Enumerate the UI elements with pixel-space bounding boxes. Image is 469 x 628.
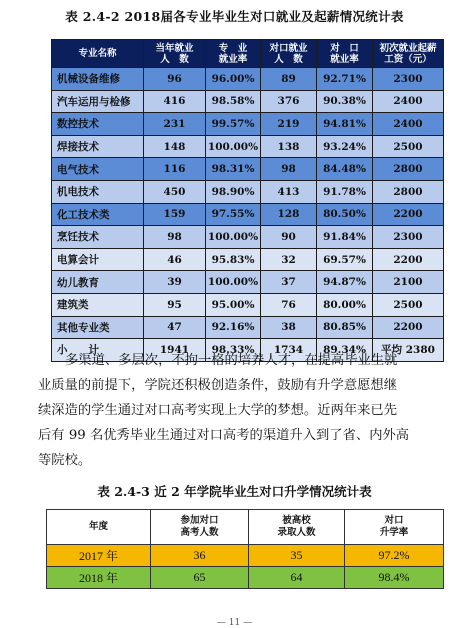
- salary-cell: 2500: [373, 135, 444, 158]
- employed-cell: 46: [144, 248, 206, 271]
- table-row: [52, 248, 444, 271]
- table-row: [52, 271, 444, 294]
- year-cell: 2017 年: [47, 545, 151, 567]
- matched-cell: 128: [261, 203, 317, 226]
- matched-cell: 38: [261, 316, 317, 339]
- header-year: 年度: [47, 510, 151, 545]
- matched-rate-cell: 80.50%: [317, 203, 373, 226]
- major-cell: 小 计: [52, 339, 144, 362]
- salary-cell: 2800: [373, 158, 444, 181]
- employed-cell: 450: [144, 180, 206, 203]
- table-row: [52, 316, 444, 339]
- year-cell: 2018 年: [47, 567, 151, 589]
- salary-cell: 2200: [373, 248, 444, 271]
- major-cell: 机电技术: [52, 180, 144, 203]
- matched-rate-cell: 94.81%: [317, 113, 373, 136]
- major-cell: 机械设备维修: [52, 68, 144, 91]
- header-matched-rate: 对 口 就业率: [317, 40, 373, 68]
- table-row: [52, 203, 444, 226]
- header-employed: 当年就业 人 数: [144, 40, 206, 68]
- participants-cell: 36: [151, 545, 249, 567]
- major-cell: 电气技术: [52, 158, 144, 181]
- major-cell: 幼儿教育: [52, 271, 144, 294]
- matched-cell: 89: [261, 68, 317, 91]
- paragraph-line: 业质量的前提下，学院还积极创造条件，鼓励有升学意愿想继: [38, 378, 398, 393]
- header-admitted: 被高校 录取人数: [249, 510, 345, 545]
- salary-cell: 2200: [373, 316, 444, 339]
- employed-cell: 148: [144, 135, 206, 158]
- table-row: [52, 226, 444, 249]
- table-row: [52, 90, 444, 113]
- matched-rate-cell: 91.78%: [317, 180, 373, 203]
- major-cell: 电算会计: [52, 248, 144, 271]
- matched-cell: 376: [261, 90, 317, 113]
- admission-table: [46, 509, 444, 589]
- admitted-cell: 64: [249, 567, 345, 589]
- body-paragraph: [38, 348, 444, 473]
- table-row: [47, 545, 444, 567]
- table-row: [52, 113, 444, 136]
- employed-cell: 116: [144, 158, 206, 181]
- table1-title: 表 2.4-2 2018届各专业毕业生对口就业及起薪情况统计表: [65, 9, 404, 24]
- matched-cell: 32: [261, 248, 317, 271]
- rate-cell: 95.83%: [206, 248, 261, 271]
- paragraph-line: 后有 99 名优秀毕业生通过对口高考的渠道升入到了省、内外高: [38, 428, 410, 443]
- salary-cell: 2400: [373, 113, 444, 136]
- matched-rate-cell: 80.00%: [317, 293, 373, 316]
- header-rate: 专 业 就业率: [206, 40, 261, 68]
- major-cell: 数控技术: [52, 113, 144, 136]
- header-major: 专业名称: [52, 40, 144, 68]
- table-row: [52, 158, 444, 181]
- employed-cell: 98: [144, 226, 206, 249]
- rate-cell: 100.00%: [206, 271, 261, 294]
- major-cell: 化工技术类: [52, 203, 144, 226]
- rate-cell: 98.33%: [206, 339, 261, 362]
- matched-rate-cell: 93.24%: [317, 135, 373, 158]
- matched-cell: 138: [261, 135, 317, 158]
- rate-cell: 96.00%: [206, 68, 261, 91]
- salary-cell: 2800: [373, 180, 444, 203]
- matched-cell: 219: [261, 113, 317, 136]
- matched-cell: 90: [261, 226, 317, 249]
- major-cell: 汽车运用与检修: [52, 90, 144, 113]
- rate-cell: 98.31%: [206, 158, 261, 181]
- paragraph-line: 多渠道、多层次，不拘一格的培养人才，在提高毕业生就: [65, 353, 398, 368]
- header-admission-rate: 对口 升学率: [345, 510, 444, 545]
- rate-cell: 95.00%: [206, 293, 261, 316]
- admission-table-header: [47, 510, 444, 545]
- major-cell: 建筑类: [52, 293, 144, 316]
- page-number: — 11 —: [216, 618, 253, 628]
- salary-cell: 平均 2380: [373, 339, 444, 362]
- table-row: [52, 135, 444, 158]
- major-cell: 焊接技术: [52, 135, 144, 158]
- matched-cell: 1734: [261, 339, 317, 362]
- rate-cell: 100.00%: [206, 226, 261, 249]
- salary-cell: 2400: [373, 90, 444, 113]
- matched-cell: 98: [261, 158, 317, 181]
- rate-cell: 98.90%: [206, 180, 261, 203]
- employed-cell: 47: [144, 316, 206, 339]
- matched-cell: 76: [261, 293, 317, 316]
- table-row: [47, 567, 444, 589]
- matched-rate-cell: 89.34%: [317, 339, 373, 362]
- rate-cell: 97.55%: [206, 203, 261, 226]
- employed-cell: 1941: [144, 339, 206, 362]
- matched-cell: 413: [261, 180, 317, 203]
- header-salary: 初次就业起薪 工资（元）: [373, 40, 444, 68]
- matched-cell: 37: [261, 271, 317, 294]
- matched-rate-cell: 91.84%: [317, 226, 373, 249]
- rate-cell: 98.58%: [206, 90, 261, 113]
- matched-rate-cell: 94.87%: [317, 271, 373, 294]
- employed-cell: 159: [144, 203, 206, 226]
- rate-cell: 98.4%: [345, 567, 444, 589]
- employed-cell: 231: [144, 113, 206, 136]
- rate-cell: 99.57%: [206, 113, 261, 136]
- employed-cell: 39: [144, 271, 206, 294]
- matched-rate-cell: 90.38%: [317, 90, 373, 113]
- table-row: [52, 68, 444, 91]
- header-matched: 对口就业 人 数: [261, 40, 317, 68]
- employed-cell: 96: [144, 68, 206, 91]
- major-cell: 其他专业类: [52, 316, 144, 339]
- major-cell: 烹饪技术: [52, 226, 144, 249]
- rate-cell: 97.2%: [345, 545, 444, 567]
- matched-rate-cell: 69.57%: [317, 248, 373, 271]
- header-participants: 参加对口 高考人数: [151, 510, 249, 545]
- matched-rate-cell: 80.85%: [317, 316, 373, 339]
- employment-table: [51, 39, 444, 362]
- rate-cell: 92.16%: [206, 316, 261, 339]
- table-row: [52, 293, 444, 316]
- rate-cell: 100.00%: [206, 135, 261, 158]
- paragraph-line: 续深造的学生通过对口高考实现上大学的梦想。近两年来已先: [38, 403, 398, 418]
- admitted-cell: 35: [249, 545, 345, 567]
- salary-cell: 2300: [373, 68, 444, 91]
- matched-rate-cell: 84.48%: [317, 158, 373, 181]
- employment-table-header: [52, 40, 444, 68]
- table2-title: 表 2.4-3 近 2 年学院毕业生对口升学情况统计表: [97, 484, 372, 499]
- salary-cell: 2300: [373, 226, 444, 249]
- salary-cell: 2100: [373, 271, 444, 294]
- table-row: [52, 180, 444, 203]
- employed-cell: 416: [144, 90, 206, 113]
- participants-cell: 65: [151, 567, 249, 589]
- paragraph-line: 等院校。: [38, 453, 92, 468]
- employed-cell: 95: [144, 293, 206, 316]
- salary-cell: 2500: [373, 293, 444, 316]
- salary-cell: 2200: [373, 203, 444, 226]
- matched-rate-cell: 92.71%: [317, 68, 373, 91]
